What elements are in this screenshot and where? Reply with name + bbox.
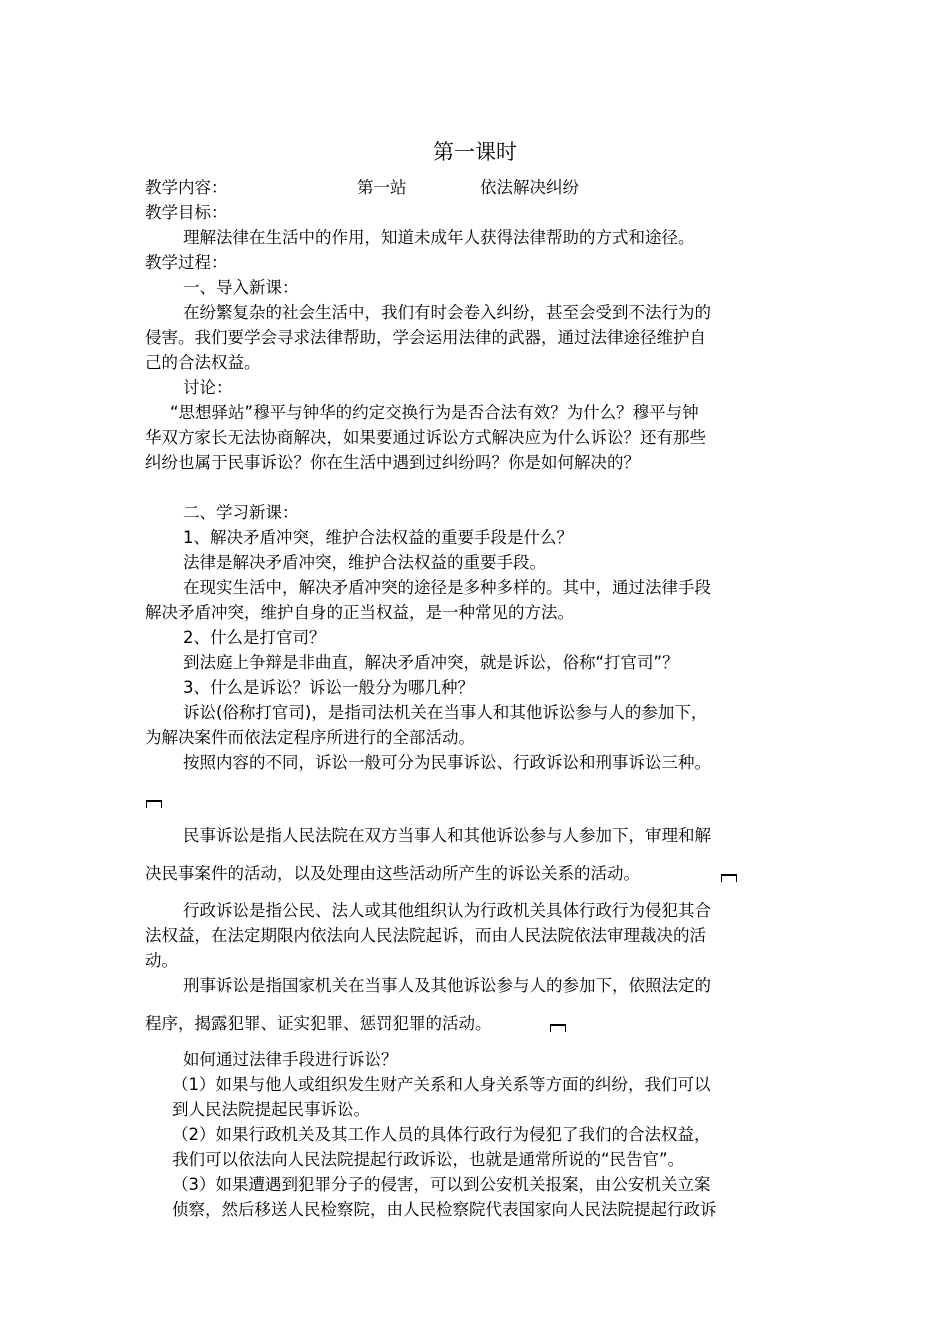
- list-item: 到人民法院提起民事诉讼。: [172, 1100, 370, 1119]
- section-heading: 二、学习新课：: [183, 503, 299, 522]
- paragraph-line: 程序，揭露犯罪、证实犯罪、惩罚犯罪的活动。: [145, 1014, 492, 1033]
- process-label: 教学过程：: [145, 253, 228, 272]
- paragraph-line: 华双方家长无法协商解决，如果要通过诉讼方式解决应为什么诉讼？还有那些: [145, 428, 706, 447]
- paragraph-line: “思想驿站”穆平与钟华的约定交换行为是否合法有效？为什么？穆平与钟: [170, 403, 699, 422]
- paragraph-line: 民事诉讼是指人民法院在双方当事人和其他诉讼参与人参加下，审理和解: [183, 826, 711, 845]
- question-line: 如何通过法律手段进行诉讼？: [183, 1050, 398, 1069]
- list-item: （2）如果行政机关及其工作人员的具体行政行为侵犯了我们的合法权益，: [172, 1125, 711, 1144]
- paragraph-line: 在现实生活中，解决矛盾冲突的途径是多种多样的。其中，通过法律手段: [183, 578, 711, 597]
- station-label: 第一站: [357, 178, 407, 197]
- paragraph-line: 解决矛盾冲突，维护自身的正当权益，是一种常见的方法。: [145, 603, 574, 622]
- question-line: 3、什么是诉讼？诉讼一般分为哪几种？: [183, 678, 474, 697]
- lesson-title: 第一课时: [433, 140, 517, 164]
- paragraph-line: 为解决案件而依法定程序所进行的全部活动。: [145, 728, 475, 747]
- list-item: （3）如果遭遇到犯罪分子的侵害，可以到公安机关报案，由公安机关立案: [172, 1175, 711, 1194]
- list-item: 侦察，然后移送人民检察院，由人民检察院代表国家向人民法院提起行政诉: [172, 1200, 717, 1219]
- goal-text: 理解法律在生活中的作用，知道未成年人获得法律帮助的方式和途径。: [183, 228, 695, 247]
- list-item: （1）如果与他人或组织发生财产关系和人身关系等方面的纠纷，我们可以: [172, 1075, 711, 1094]
- paragraph-line: 己的合法权益。: [145, 353, 261, 372]
- content-label: 教学内容：: [145, 178, 228, 197]
- paragraph-line: 侵害。我们要学会寻求法律帮助，学会运用法律的武器，通过法律途径维护自: [145, 328, 706, 347]
- paragraph-line: 决民事案件的活动，以及处理由这些活动所产生的诉讼关系的活动。: [145, 864, 640, 883]
- anchor-mark: [721, 874, 737, 882]
- discussion-label: 讨论：: [183, 378, 233, 397]
- anchor-mark: [550, 1024, 566, 1032]
- paragraph-line: 行政诉讼是指公民、法人或其他组织认为行政机关具体行政行为侵犯其合: [183, 901, 711, 920]
- paragraph-line: 刑事诉讼是指国家机关在当事人及其他诉讼参与人的参加下，依照法定的: [183, 976, 711, 995]
- section-heading: 一、导入新课：: [183, 278, 299, 297]
- paragraph-line: 按照内容的不同，诉讼一般可分为民事诉讼、行政诉讼和刑事诉讼三种。: [183, 753, 711, 772]
- answer-line: 到法庭上争辩是非曲直，解决矛盾冲突，就是诉讼，俗称“打官司”？: [183, 653, 679, 672]
- answer-line: 法律是解决矛盾冲突，维护合法权益的重要手段。: [183, 553, 546, 572]
- paragraph-line: 在纷繁复杂的社会生活中，我们有时会卷入纠纷，甚至会受到不法行为的: [183, 303, 711, 322]
- list-item: 我们可以依法向人民法院提起行政诉讼，也就是通常所说的“民告官”。: [172, 1150, 685, 1169]
- paragraph-line: 动。: [145, 951, 178, 970]
- question-line: 1、解决矛盾冲突，维护合法权益的重要手段是什么？: [183, 528, 573, 547]
- anchor-mark: [146, 800, 162, 808]
- paragraph-line: 纠纷也属于民事诉讼？你在生活中遇到过纠纷吗？你是如何解决的？: [145, 453, 640, 472]
- paragraph-line: 法权益，在法定期限内依法向人民法院起诉，而由人民法院依法审理裁决的活: [145, 926, 706, 945]
- goal-label: 教学目标：: [145, 203, 228, 222]
- question-line: 2、什么是打官司？: [183, 628, 326, 647]
- paragraph-line: 诉讼(俗称打官司)，是指司法机关在当事人和其他诉讼参与人的参加下，: [183, 703, 708, 722]
- topic-label: 依法解决纠纷: [480, 178, 579, 197]
